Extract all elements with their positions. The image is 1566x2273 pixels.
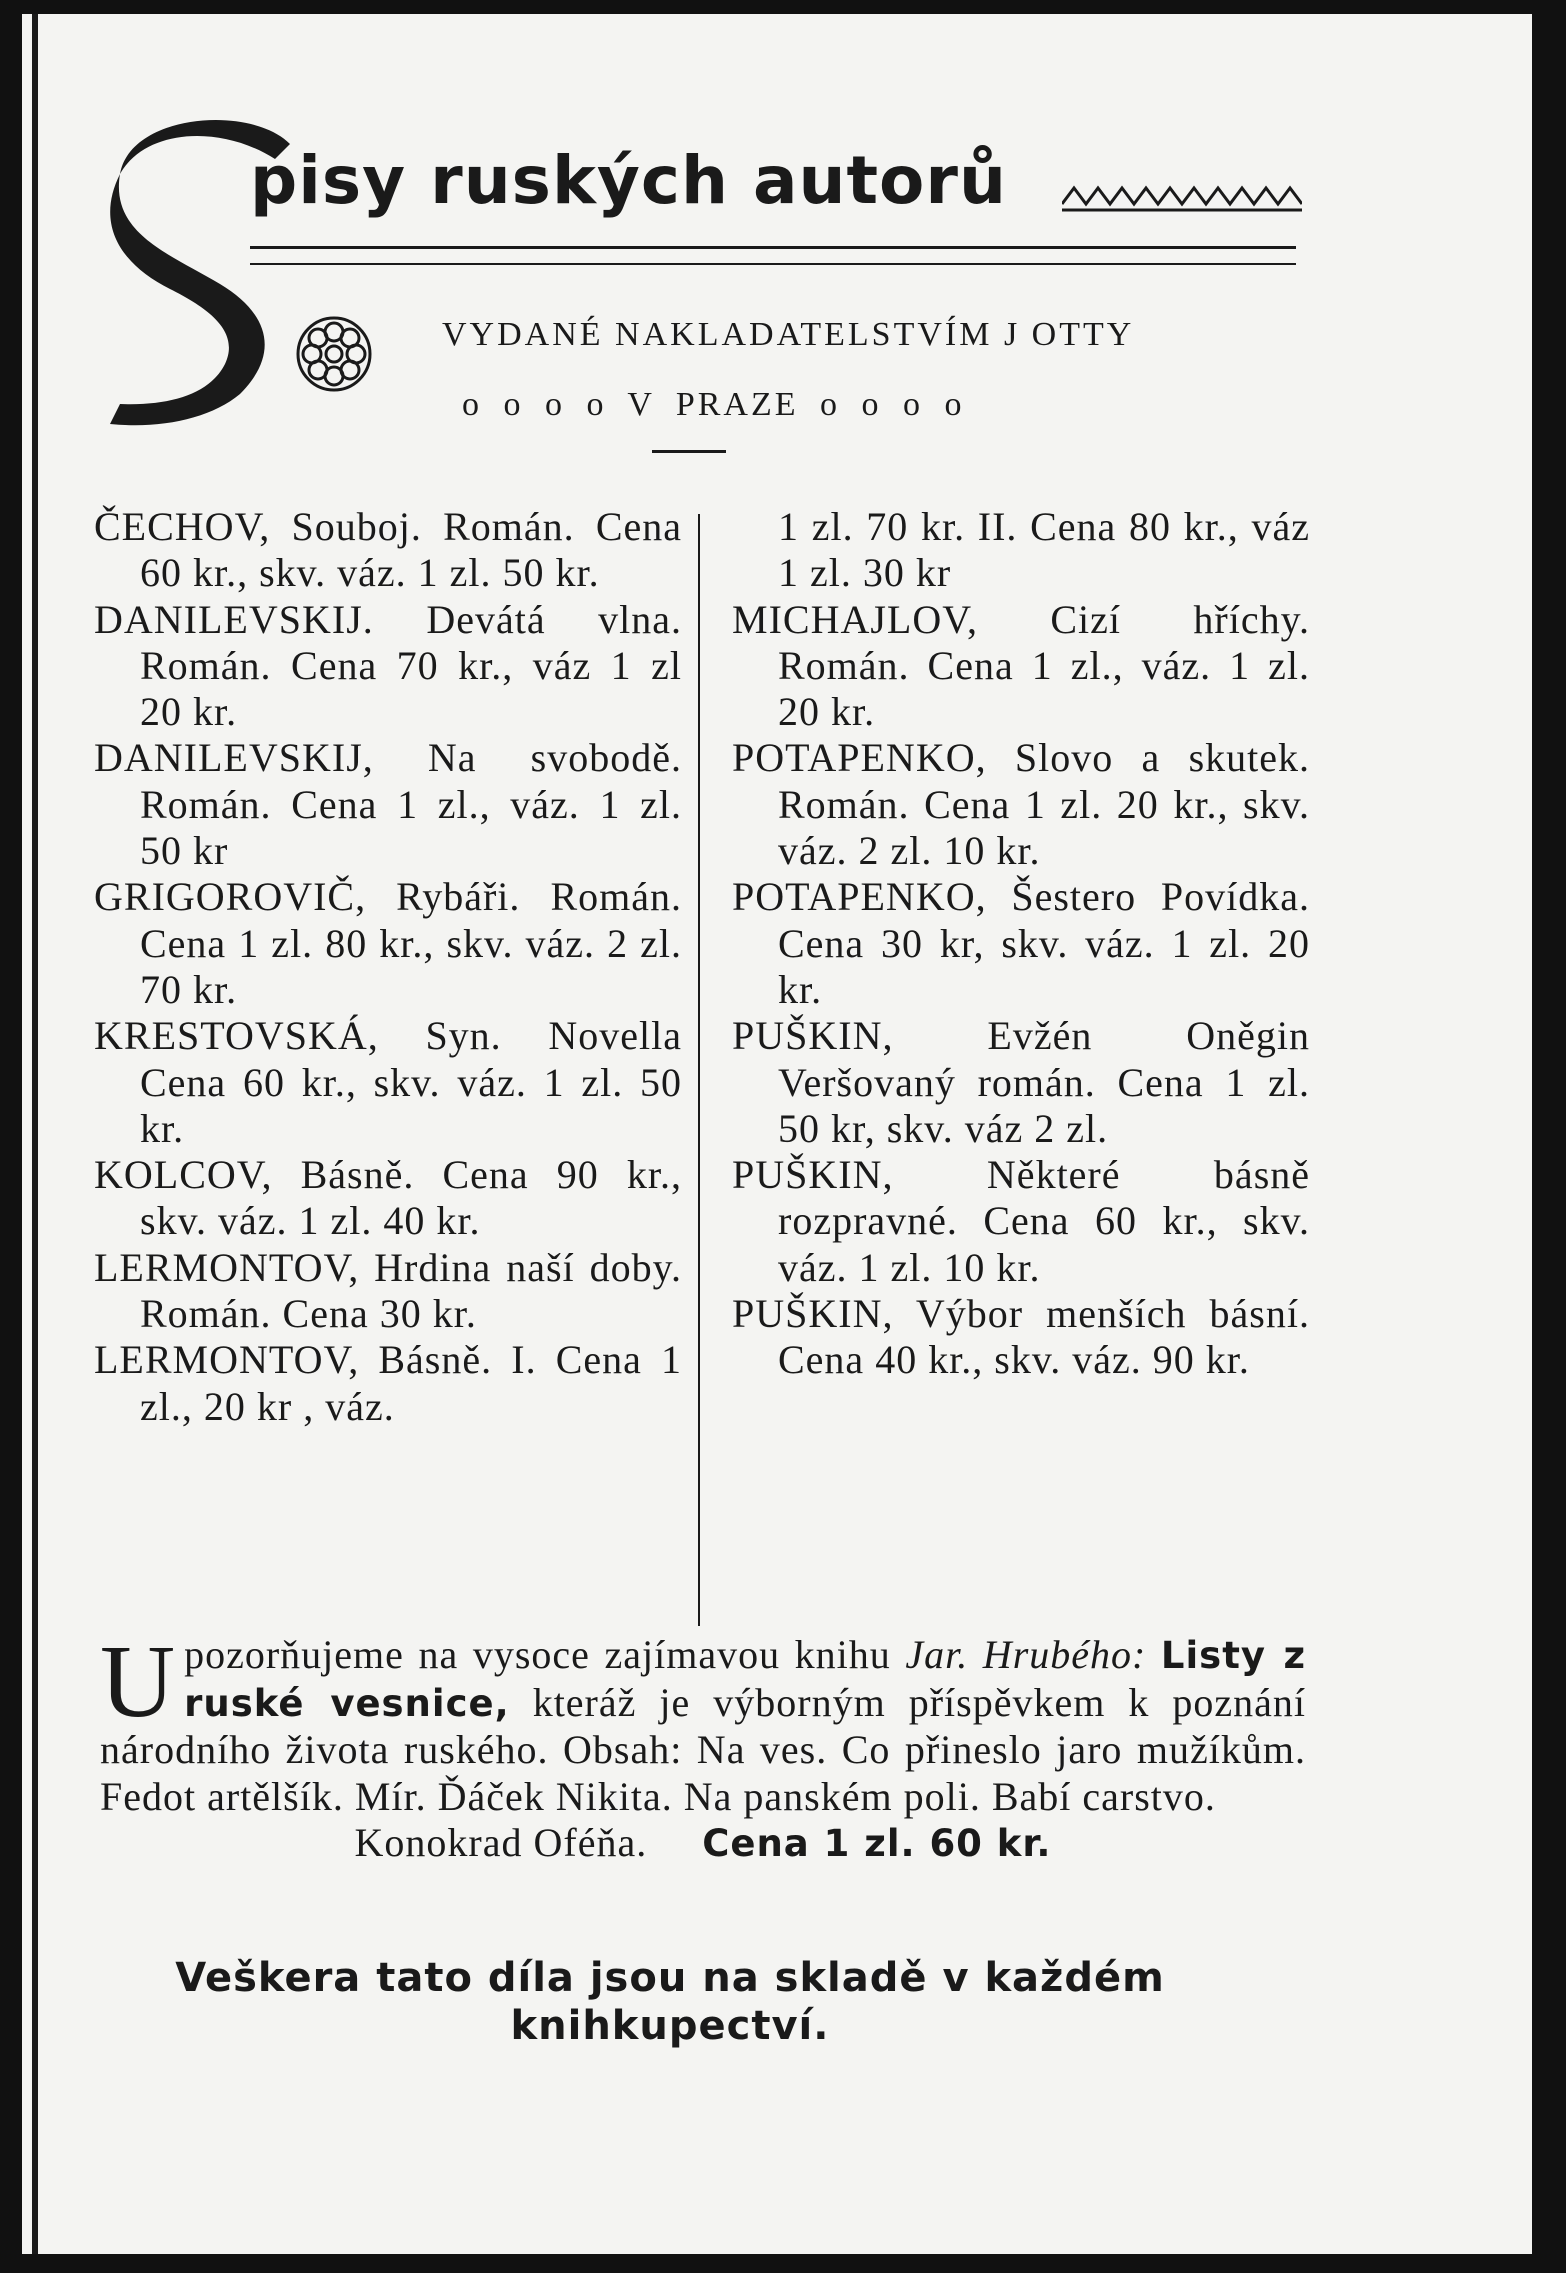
entry-text: Některé básně rozpravné. Cena 60 kr., skv. váz. 1 zl. 10 kr. <box>778 1152 1311 1290</box>
notice-price: Cena 1 zl. 60 kr. <box>702 1822 1052 1865</box>
column-divider <box>698 514 700 1626</box>
book-entry <box>732 597 1310 736</box>
author-name: POTAPENKO, <box>732 735 987 781</box>
notice-author: Jar. Hrubého: <box>905 1632 1147 1677</box>
entry-text: Evžén Oněgin Veršovaný román. Cena 1 zl. 50 kr, skv. váz 2 zl. <box>778 1013 1310 1151</box>
author-name: LERMONTOV, <box>94 1244 360 1290</box>
notice-dropcap: U <box>100 1624 177 1739</box>
entry-text: Syn. Novella Cena 60 kr., skv. váz. 1 zl. 50 kr. <box>140 1013 682 1151</box>
author-name: POTAPENKO, <box>732 874 987 920</box>
book-entry <box>732 874 1310 1013</box>
author-name: PUŠKIN, <box>732 1152 894 1198</box>
page-title: pisy ruských autorů <box>250 142 1007 219</box>
entry-text: Na svobodě. Román. Cena 1 zl., váz. 1 zl. 50 kr <box>140 735 682 874</box>
book-entry <box>94 1245 682 1338</box>
notice-body <box>100 1624 1307 1820</box>
left-margin-rule <box>32 14 38 2254</box>
notice-last-item: Konokrad Oféňa. <box>354 1820 648 1865</box>
entry-text: Výbor menších básní. Cena 40 kr., skv. váz. 90 kr. <box>778 1291 1310 1383</box>
entry-text: Devátá vlna. Román. Cena 70 kr., váz 1 zl 20 kr. <box>140 596 682 735</box>
entry-text: Cizí hříchy. Román. Cena 1 zl., váz. 1 zl. 20 kr. <box>778 596 1310 735</box>
author-name: GRIGOROVIČ, <box>94 874 367 920</box>
book-entry <box>732 1291 1310 1384</box>
rosette-ornament <box>294 314 374 394</box>
notice-paragraph <box>100 1624 1307 1868</box>
entry-text: Básně. I. Cena 1 zl., 20 kr , váz. <box>140 1337 683 1429</box>
author-name: LERMONTOV, <box>94 1337 360 1383</box>
author-name: KRESTOVSKÁ, <box>94 1013 379 1059</box>
author-name: MICHAJLOV, <box>732 596 978 642</box>
book-entry <box>94 874 682 1013</box>
author-name: DANILEVSKIJ. <box>94 596 374 642</box>
notice-intro: pozorňujeme na vysoce zajímavou knihu <box>184 1632 891 1677</box>
page <box>22 14 1532 2254</box>
entry-continuation: 1 zl. 70 kr. II. Cena 80 kr., váz 1 zl. 30 kr <box>778 504 1310 596</box>
entry-text: Básně. Cena 90 kr., skv. váz. 1 zl. 40 kr. <box>140 1152 682 1244</box>
entry-text: Rybáři. Román. Cena 1 zl. 80 kr., skv. váz. 2 zl. 70 kr. <box>140 874 682 1012</box>
author-name: PUŠKIN, <box>732 1013 894 1059</box>
book-entry <box>94 504 682 597</box>
right-column <box>732 504 1310 1384</box>
entry-text: Slovo a skutek. Román. Cena 1 zl. 20 kr., skv. váz. 2 zl. 10 kr. <box>778 735 1311 874</box>
entry-text: Hrdina naší doby. Román. Cena 30 kr. <box>140 1244 682 1337</box>
book-entry <box>94 735 682 874</box>
book-entry <box>732 735 1310 874</box>
author-name: ČECHOV, <box>94 504 271 549</box>
notice-last-line <box>100 1820 1306 1868</box>
book-entry <box>732 1013 1310 1152</box>
book-entry <box>94 1152 682 1245</box>
book-entry <box>94 597 682 736</box>
book-entry <box>94 1337 682 1430</box>
entry-text: Šestero Povídka. Cena 30 kr, skv. váz. 1 zl. 20 kr. <box>778 874 1310 1012</box>
entry-text: Souboj. Román. Cena 60 kr., skv. váz. 1 zl. 50 kr. <box>140 504 682 596</box>
author-name: PUŠKIN, <box>732 1291 894 1337</box>
notice-book-title: Listy z ruské vesnice, <box>184 1634 1307 1725</box>
footer-note: Veškera tato díla jsou na skladě v každém knihkupectví. <box>175 1955 1165 2049</box>
book-entry <box>94 1013 682 1152</box>
notice-text: kteráž je výborným příspěvkem k poznání národního života ruského. Obsah: Na ves. Co přineslo jaro mužíkům. Fedot artělšík. Mír. Ďáček Nikita. Na panském poli. Babí carstvo. <box>100 1679 1306 1819</box>
author-name: KOLCOV, <box>94 1152 273 1198</box>
place-line: o o o o V PRAZE o o o o <box>462 386 965 423</box>
author-name: DANILEVSKIJ, <box>94 735 374 781</box>
header-rule <box>250 246 1296 265</box>
publisher-line: VYDANÉ NAKLADATELSTVÍM J OTTY <box>442 316 1135 353</box>
left-column <box>94 504 682 1430</box>
title-ornament <box>1062 182 1302 212</box>
short-divider <box>652 450 726 453</box>
book-entry <box>732 1152 1310 1291</box>
